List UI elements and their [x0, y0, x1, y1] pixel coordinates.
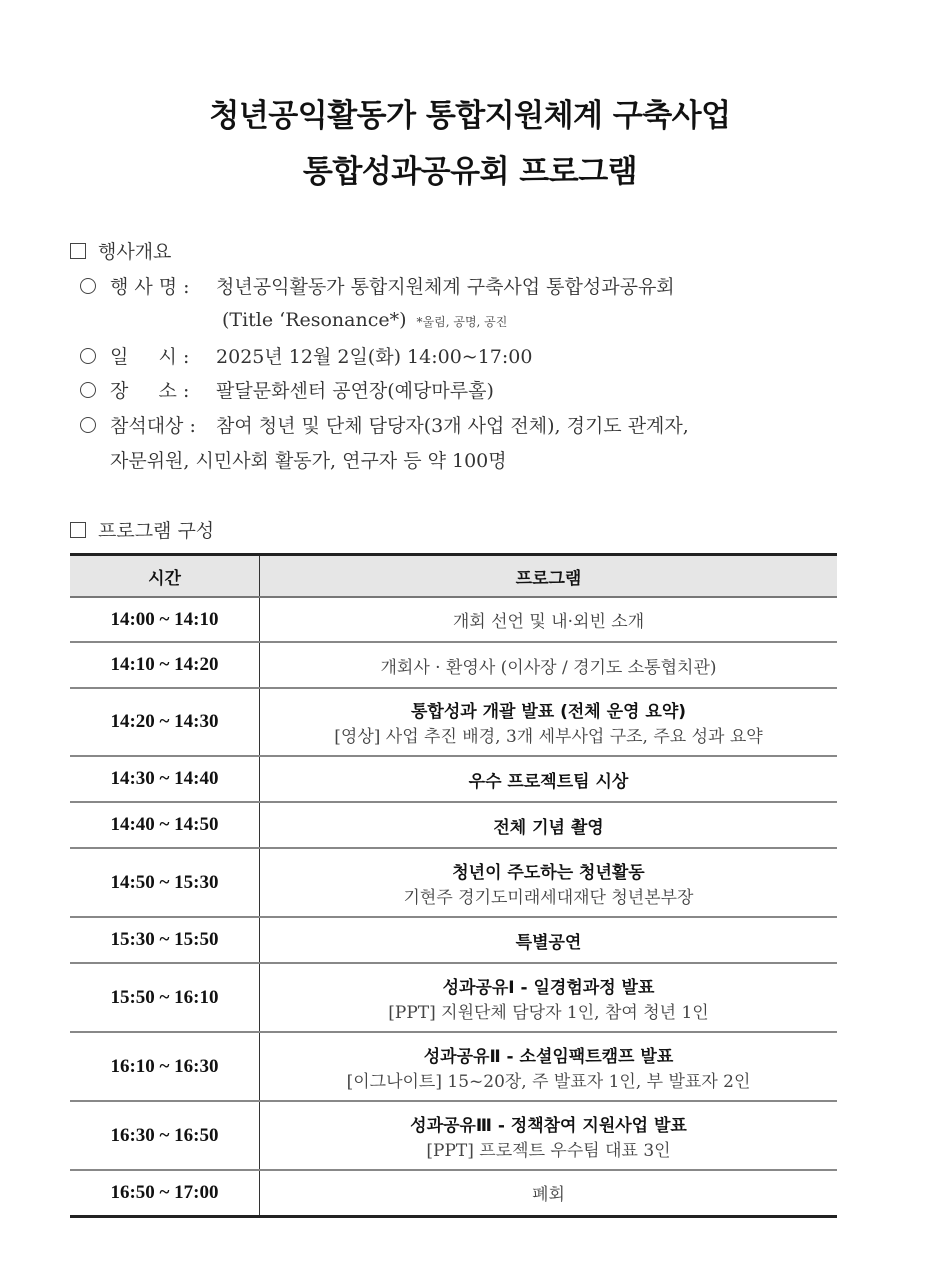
table-row — [70, 642, 837, 688]
document-title-line1: 청년공익활동가 통합지원체계 구축사업 — [209, 98, 731, 134]
program-text: 폐회 — [532, 1185, 565, 1206]
table-row — [70, 597, 837, 642]
program-title: 우수 프로젝트팀 시상 — [468, 771, 629, 792]
time-cell: 14:50 ~ 15:30 — [70, 848, 260, 917]
program-cell — [260, 802, 838, 848]
program-detail: [이그나이트] 15~20장, 주 발표자 1인, 부 발표자 2인 — [346, 1071, 751, 1092]
program-cell — [260, 1032, 838, 1101]
section-overview-heading — [70, 237, 171, 264]
program-cell — [260, 963, 838, 1032]
time-cell: 16:50 ~ 17:00 — [70, 1170, 260, 1216]
program-cell — [260, 848, 838, 917]
program-detail: [영상] 사업 추진 배경, 3개 세부사업 구조, 주요 성과 요약 — [334, 727, 763, 747]
square-bullet-icon — [70, 243, 86, 259]
item-label: 참석대상 : — [110, 415, 196, 437]
column-header-time: 시간 — [70, 555, 260, 598]
table-row — [70, 1170, 837, 1216]
program-title: 청년이 주도하는 청년활동 — [452, 862, 645, 883]
table-row — [70, 963, 837, 1032]
circle-bullet-icon — [80, 278, 96, 294]
table-row — [70, 688, 837, 756]
program-table — [70, 553, 837, 1218]
overview-item-venue — [80, 376, 494, 403]
program-title: 특별공연 — [515, 932, 582, 953]
time-cell: 15:50 ~ 16:10 — [70, 963, 260, 1032]
document-title-line2: 통합성과공유회 프로그램 — [302, 154, 638, 190]
section-label: 행사개요 — [98, 241, 172, 263]
time-cell: 16:30 ~ 16:50 — [70, 1101, 260, 1170]
square-bullet-icon — [70, 522, 86, 538]
table-row — [70, 848, 837, 917]
circle-bullet-icon — [80, 382, 96, 398]
program-title: 성과공유Ⅰ - 일경험과정 발표 — [442, 977, 655, 998]
program-detail: 기현주 경기도미래세대재단 청년본부장 — [403, 887, 694, 908]
time-cell: 14:30 ~ 14:40 — [70, 756, 260, 802]
time-cell: 14:40 ~ 14:50 — [70, 802, 260, 848]
program-cell — [260, 688, 838, 756]
time-cell: 14:00 ~ 14:10 — [70, 597, 260, 642]
program-cell — [260, 1170, 838, 1216]
program-detail: [PPT] 지원단체 담당자 1인, 참여 청년 1인 — [388, 1002, 709, 1023]
time-cell: 16:10 ~ 16:30 — [70, 1032, 260, 1101]
program-title: 통합성과 개괄 발표 (전체 운영 요약) — [410, 702, 687, 722]
overview-item-datetime — [80, 342, 532, 369]
section-program-heading — [70, 516, 214, 543]
program-cell — [260, 597, 838, 642]
circle-bullet-icon — [80, 417, 96, 433]
item-value: 참여 청년 및 단체 담당자(3개 사업 전체), 경기도 관계자, — [216, 415, 689, 437]
overview-item-attendees-cont — [110, 446, 507, 473]
table-row — [70, 917, 837, 963]
item-value: 2025년 12월 2일(화) 14:00~17:00 — [216, 346, 533, 368]
footnote: *울림, 공명, 공진 — [416, 315, 508, 329]
item-label: 일 시 : — [110, 346, 190, 368]
item-label: 행 사 명 : — [110, 276, 190, 298]
section-label: 프로그램 구성 — [98, 520, 215, 542]
column-header-program: 프로그램 — [260, 555, 838, 598]
item-value: 팔달문화센터 공연장(예당마루홀) — [216, 380, 494, 402]
overview-item-event-name — [80, 272, 675, 299]
table-row — [70, 1032, 837, 1101]
overview-item-attendees — [80, 411, 689, 438]
program-title: 성과공유Ⅱ - 소셜임팩트캠프 발표 — [423, 1046, 674, 1067]
table-header-row — [70, 555, 837, 598]
item-value-cont: 자문위원, 시민사회 활동가, 연구자 등 약 100명 — [110, 450, 507, 472]
program-title: 성과공유Ⅲ - 정책참여 지원사업 발표 — [410, 1115, 687, 1136]
program-cell — [260, 1101, 838, 1170]
time-cell: 14:10 ~ 14:20 — [70, 642, 260, 688]
program-cell — [260, 642, 838, 688]
program-detail: [PPT] 프로젝트 우수팀 대표 3인 — [426, 1140, 671, 1161]
item-value-cont: (Title ‘Resonance*) — [222, 309, 407, 331]
time-cell: 14:20 ~ 14:30 — [70, 688, 260, 756]
program-text: 개회 선언 및 내·외빈 소개 — [452, 612, 645, 632]
item-label: 장 소 : — [110, 380, 190, 402]
table-row — [70, 756, 837, 802]
table-row — [70, 1101, 837, 1170]
circle-bullet-icon — [80, 348, 96, 364]
time-cell: 15:30 ~ 15:50 — [70, 917, 260, 963]
program-cell — [260, 917, 838, 963]
program-title: 전체 기념 촬영 — [493, 817, 604, 838]
program-text: 개회사 · 환영사 (이사장 / 경기도 소통협치관) — [380, 657, 717, 678]
overview-item-event-name-cont — [222, 309, 507, 331]
program-cell — [260, 756, 838, 802]
table-row — [70, 802, 837, 848]
item-value: 청년공익활동가 통합지원체계 구축사업 통합성과공유회 — [216, 276, 675, 298]
